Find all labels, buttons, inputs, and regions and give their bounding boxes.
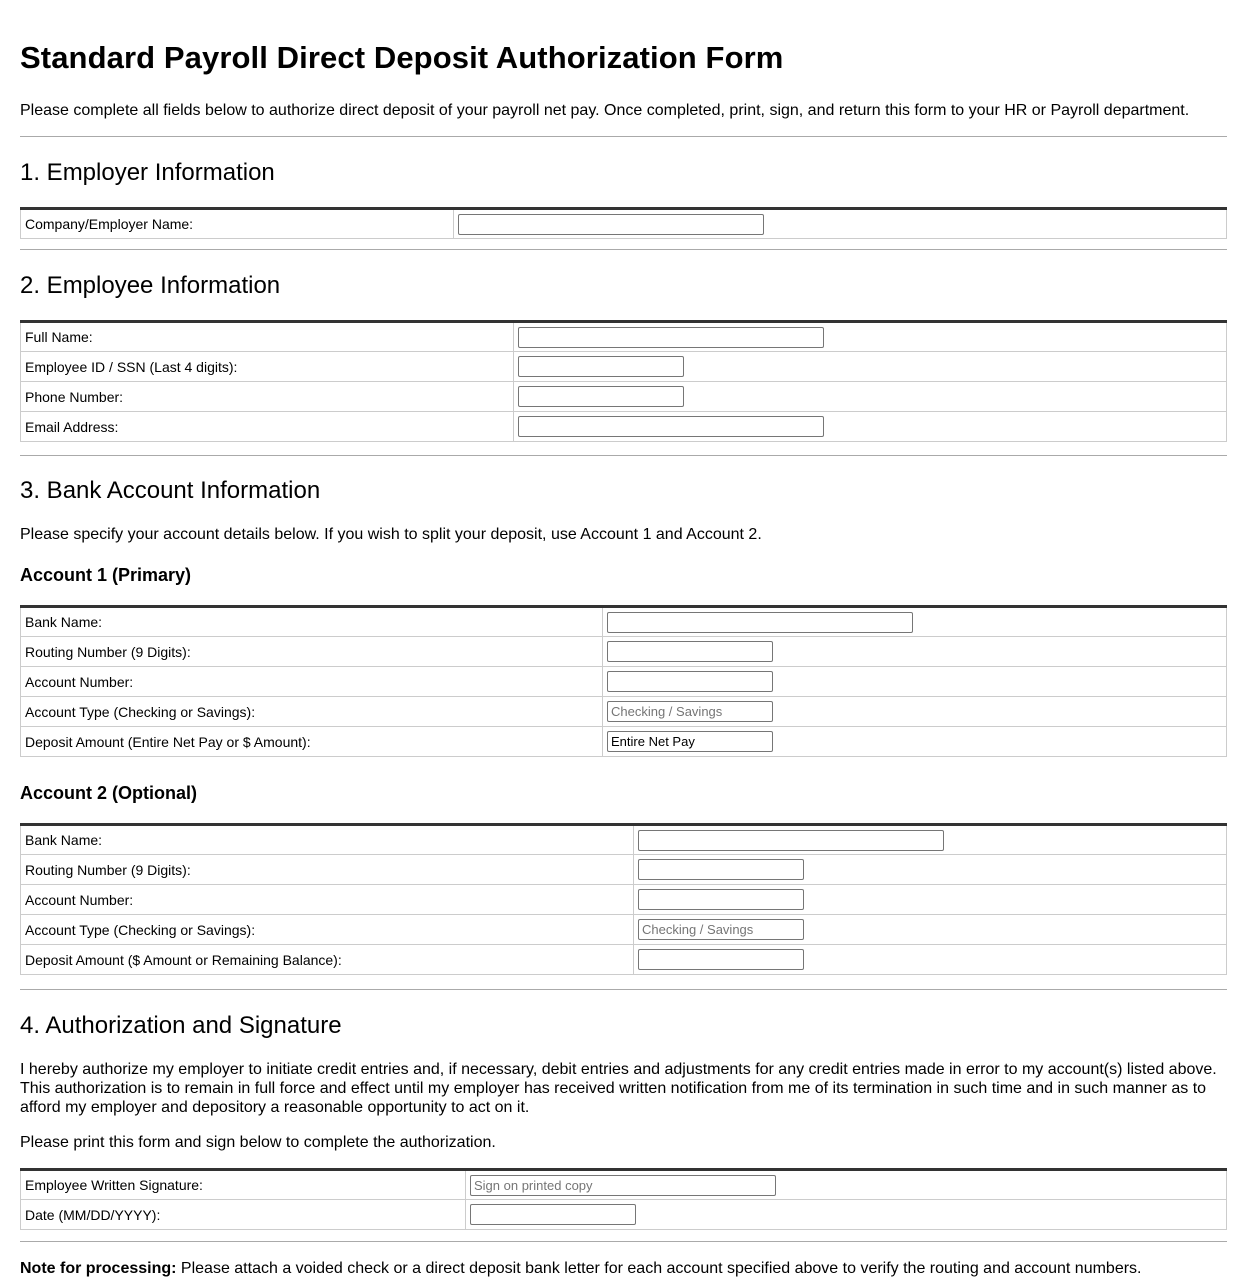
account1-deposit-label: Deposit Amount (Entire Net Pay or $ Amount):: [21, 727, 603, 757]
section-heading-employer: 1. Employer Information: [20, 159, 275, 186]
table-row: [21, 209, 1227, 239]
divider: [20, 249, 1227, 250]
account1-deposit-input[interactable]: [607, 731, 773, 752]
divider: [20, 455, 1227, 456]
account1-table: [20, 605, 1227, 757]
page-title: Standard Payroll Direct Deposit Authorization Form: [20, 40, 784, 75]
account2-deposit-input[interactable]: [638, 949, 804, 970]
intro-text: Please complete all fields below to authorize direct deposit of your payroll net pay. Once completed, print, sign, and return this form to your HR or Payroll department.: [20, 102, 1190, 119]
signature-label: Employee Written Signature:: [21, 1170, 466, 1200]
table-row: [21, 825, 1227, 855]
table-row: [21, 697, 1227, 727]
section-heading-authorization: 4. Authorization and Signature: [20, 1012, 342, 1039]
account1-routing-input[interactable]: [607, 641, 773, 662]
employee-id-input[interactable]: [518, 356, 684, 377]
account1-account-number-input[interactable]: [607, 671, 773, 692]
phone-label: Phone Number:: [21, 382, 514, 412]
account1-heading: Account 1 (Primary): [20, 565, 192, 585]
company-name-input[interactable]: [458, 214, 764, 235]
date-input[interactable]: [470, 1204, 636, 1225]
processing-note-label: Note for processing:: [20, 1260, 177, 1277]
employee-id-label: Employee ID / SSN (Last 4 digits):: [21, 352, 514, 382]
employee-table: [20, 320, 1227, 442]
table-row: [21, 945, 1227, 975]
table-row: [21, 915, 1227, 945]
account2-bank-name-label: Bank Name:: [21, 825, 634, 855]
section-heading-employee: 2. Employee Information: [20, 272, 281, 299]
divider: [20, 1241, 1227, 1242]
authorization-paragraph: I hereby authorize my employer to initiate credit entries and, if necessary, debit entries and adjustments for any credit entries made in error to my account(s) listed above. This authorization is to remain in full force and effect until my employer has received written notification from me of its termination in such time and in such manner as to afford my employer and depository a reasonable opportunity to act on it.: [20, 1061, 1217, 1116]
account1-bank-name-label: Bank Name:: [21, 607, 603, 637]
account1-bank-name-input[interactable]: [607, 612, 913, 633]
table-row: [21, 667, 1227, 697]
full-name-input[interactable]: [518, 327, 824, 348]
bank-description: Please specify your account details below. If you wish to split your deposit, use Account 1 and Account 2.: [20, 526, 762, 543]
table-row: [21, 727, 1227, 757]
phone-input[interactable]: [518, 386, 684, 407]
table-row: [21, 382, 1227, 412]
account2-account-type-input[interactable]: [638, 919, 804, 940]
table-row: [21, 855, 1227, 885]
processing-note: [20, 1259, 1227, 1278]
account2-table: [20, 823, 1227, 975]
account2-bank-name-input[interactable]: [638, 830, 944, 851]
account1-account-type-input[interactable]: [607, 701, 773, 722]
table-row: [21, 885, 1227, 915]
account2-heading: Account 2 (Optional): [20, 783, 197, 803]
table-row: [21, 607, 1227, 637]
table-row: [21, 412, 1227, 442]
company-name-label: Company/Employer Name:: [21, 209, 454, 239]
employer-table: [20, 207, 1227, 239]
full-name-label: Full Name:: [21, 322, 514, 352]
signature-input[interactable]: [470, 1175, 776, 1196]
account2-routing-input[interactable]: [638, 859, 804, 880]
table-row: [21, 352, 1227, 382]
table-row: [21, 1200, 1227, 1230]
account2-deposit-label: Deposit Amount ($ Amount or Remaining Balance):: [21, 945, 634, 975]
signature-table: [20, 1168, 1227, 1230]
account2-routing-label: Routing Number (9 Digits):: [21, 855, 634, 885]
section-heading-bank: 3. Bank Account Information: [20, 477, 321, 504]
processing-note-text: Please attach a voided check or a direct deposit bank letter for each account specified above to verify the routing and account numbers.: [176, 1260, 1142, 1277]
account1-routing-label: Routing Number (9 Digits):: [21, 637, 603, 667]
print-note: Please print this form and sign below to complete the authorization.: [20, 1134, 496, 1151]
account1-account-type-label: Account Type (Checking or Savings):: [21, 697, 603, 727]
divider: [20, 136, 1227, 137]
table-row: [21, 322, 1227, 352]
account1-account-number-label: Account Number:: [21, 667, 603, 697]
divider: [20, 989, 1227, 990]
account2-account-number-input[interactable]: [638, 889, 804, 910]
date-label: Date (MM/DD/YYYY):: [21, 1200, 466, 1230]
table-row: [21, 1170, 1227, 1200]
table-row: [21, 637, 1227, 667]
email-label: Email Address:: [21, 412, 514, 442]
account2-account-number-label: Account Number:: [21, 885, 634, 915]
email-input[interactable]: [518, 416, 824, 437]
account2-account-type-label: Account Type (Checking or Savings):: [21, 915, 634, 945]
